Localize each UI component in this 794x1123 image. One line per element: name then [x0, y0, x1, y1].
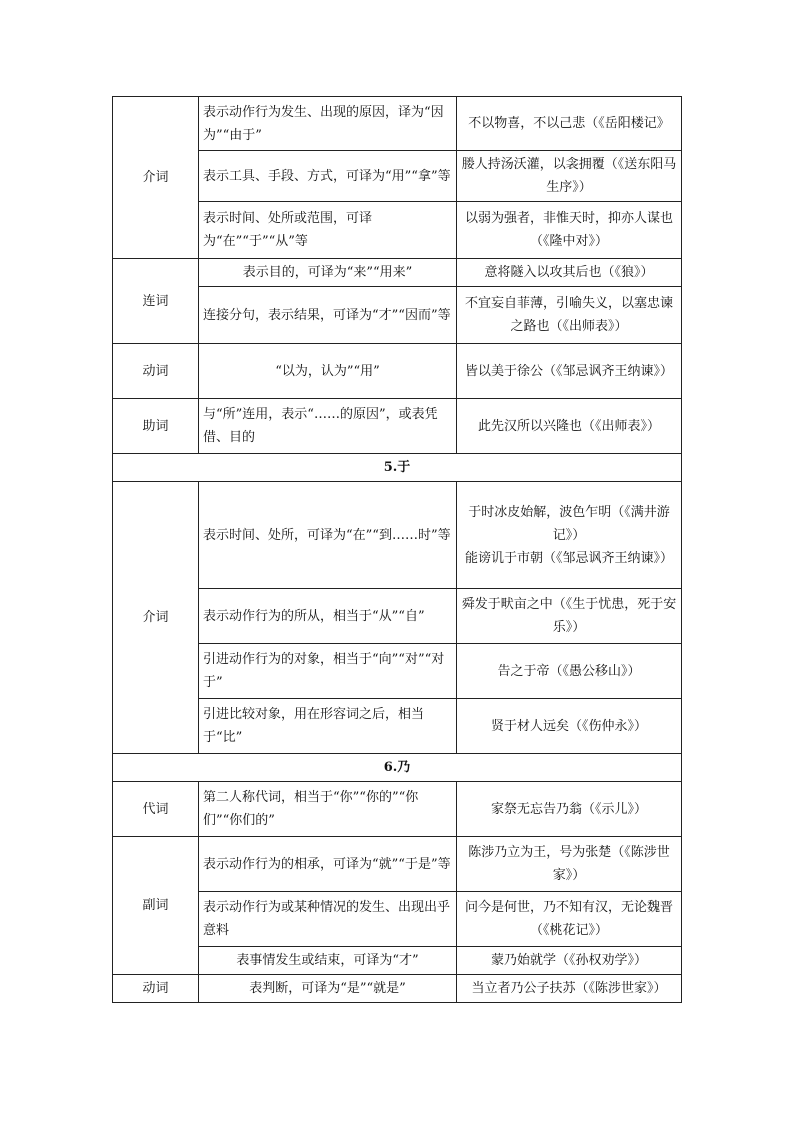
part-of-speech-cell: 介词: [113, 482, 199, 754]
example-cell: 蒙乃始就学（《孙权劝学》）: [457, 947, 682, 975]
meaning-cell: 连接分句，表示结果，可译为“才”“因而”等: [199, 287, 457, 344]
table-row: [113, 947, 682, 975]
section-header-row: [113, 454, 682, 482]
section-title: 5.于: [113, 454, 682, 482]
meaning-cell: 表示工具、手段、方式，可译为“用”“拿”等: [199, 151, 457, 202]
example-line: 能谤讥于市朝（《邹忌讽齐王纳谏》）: [464, 550, 673, 566]
table-body: [113, 97, 682, 1003]
meaning-cell: 表示时间、处所或范围，可译为“在”“于”“从”等: [199, 202, 457, 259]
table-row: [113, 259, 682, 287]
table-row: [113, 399, 682, 454]
example-cell: 以弱为强者，非惟天时，抑亦人谋也（《隆中对》）: [457, 202, 682, 259]
table-row: [113, 482, 682, 589]
meaning-cell: 与“所”连用，表示“……的原因”，或表凭借、目的: [199, 399, 457, 454]
meaning-cell: 表示动作行为或某种情况的发生、出现出乎意料: [199, 892, 457, 947]
table-row: [113, 644, 682, 699]
table-row: [113, 892, 682, 947]
table-row: [113, 782, 682, 837]
doc-table: [112, 96, 682, 1003]
meaning-cell: 引进动作行为的对象，相当于“向”“对”“对于”: [199, 644, 457, 699]
example-cell: 不以物喜，不以己悲（《岳阳楼记》: [457, 97, 682, 151]
meaning-cell: 表示目的，可译为“来”“用来”: [199, 259, 457, 287]
meaning-cell: 表示动作行为的相承，可译为“就”“于是”等: [199, 837, 457, 892]
example-line: 于时冰皮始解，波色乍明（《满井游记》）: [468, 504, 670, 543]
example-cell: [457, 482, 682, 589]
example-cell: 皆以美于徐公（《邹忌讽齐王纳谏》）: [457, 344, 682, 399]
meaning-cell: 引进比较对象，用在形容词之后，相当于“比”: [199, 699, 457, 754]
example-cell: 媵人持汤沃灌，以衾拥覆（《送东阳马生序》）: [457, 151, 682, 202]
example-cell: 当立者乃公子扶苏（《陈涉世家》）: [457, 975, 682, 1003]
example-cell: 不宜妄自菲薄，引喻失义，以塞忠谏之路也（《出师表》）: [457, 287, 682, 344]
part-of-speech-cell: 动词: [113, 344, 199, 399]
table-row: [113, 344, 682, 399]
example-cell: 贤于材人远矣（《伤仲永》）: [457, 699, 682, 754]
part-of-speech-cell: 连词: [113, 259, 199, 344]
meaning-cell: 表示时间、处所，可译为“在”“到……时”等: [199, 482, 457, 589]
meaning-cell: 表判断，可译为“是”“就是”: [199, 975, 457, 1003]
example-cell: 陈涉乃立为王，号为张楚（《陈涉世家》）: [457, 837, 682, 892]
example-cell: 舜发于畎亩之中（《生于忧患，死于安乐》）: [457, 589, 682, 644]
table-row: [113, 837, 682, 892]
table-row: [113, 287, 682, 344]
example-cell: 此先汉所以兴隆也（《出师表》）: [457, 399, 682, 454]
table-row: [113, 699, 682, 754]
meaning-cell: 表示动作行为发生、出现的原因，译为“因为”“由于”: [199, 97, 457, 151]
section-title: 6.乃: [113, 754, 682, 782]
table-row: [113, 202, 682, 259]
table-row: [113, 975, 682, 1003]
meaning-cell: 表事情发生或结束，可译为“才”: [199, 947, 457, 975]
example-cell: 问今是何世，乃不知有汉，无论魏晋（《桃花记》）: [457, 892, 682, 947]
part-of-speech-cell: 副词: [113, 837, 199, 975]
example-cell: 家祭无忘告乃翁（《示儿》）: [457, 782, 682, 837]
section-header-row: [113, 754, 682, 782]
table-row: [113, 151, 682, 202]
meaning-cell: “以为，认为”“用”: [199, 344, 457, 399]
table-row: [113, 97, 682, 151]
part-of-speech-cell: 动词: [113, 975, 199, 1003]
meaning-cell: 第二人称代词，相当于“你”“你的”“你们”“你们的”: [199, 782, 457, 837]
example-cell: 告之于帝（《愚公移山》）: [457, 644, 682, 699]
meaning-cell: 表示动作行为的所从，相当于“从”“自”: [199, 589, 457, 644]
table-row: [113, 589, 682, 644]
part-of-speech-cell: 代词: [113, 782, 199, 837]
example-cell: 意将隧入以攻其后也（《狼》）: [457, 259, 682, 287]
part-of-speech-cell: 助词: [113, 399, 199, 454]
part-of-speech-cell: 介词: [113, 97, 199, 259]
